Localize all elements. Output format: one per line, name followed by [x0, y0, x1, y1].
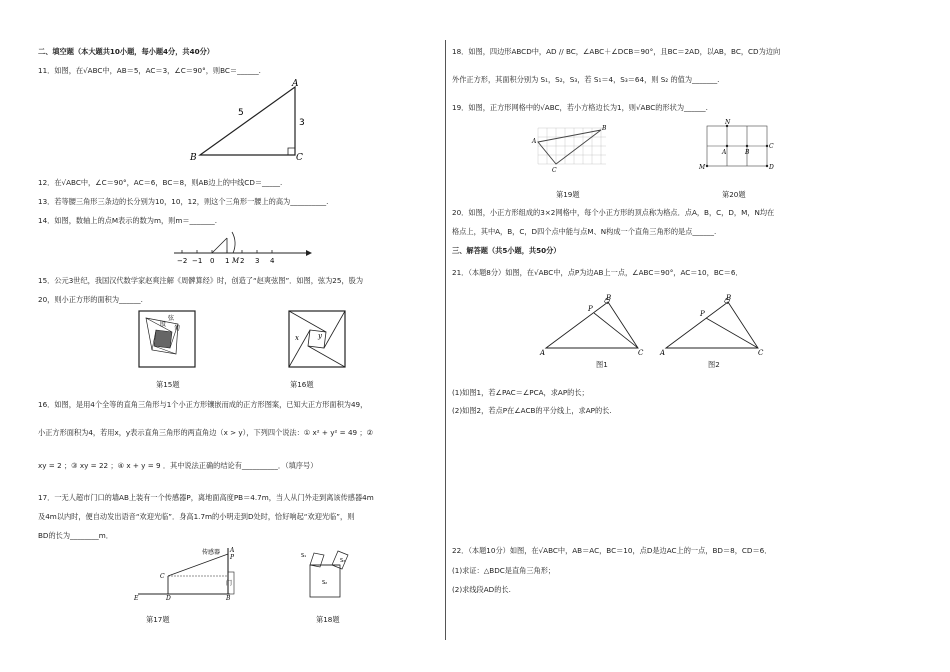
question-17-line3: BD的长为________m．: [38, 531, 113, 540]
fig17-label-door: 门: [226, 580, 233, 587]
question-17-line1: 17．一无人超市门口的墙AB上装有一个传感器P，离地面高度PB＝4.7m，当人从门外走到离该传感器4m: [38, 493, 374, 502]
figure-21-diagram-2: [658, 294, 768, 358]
figure-16-square-pattern: [288, 310, 348, 370]
fig16-label-y: y: [318, 332, 322, 340]
fig21b-label-C: C: [758, 349, 764, 357]
figure-17-sensor-diagram: [130, 546, 240, 600]
fig21b-label-B: B: [726, 294, 732, 302]
caption-21-fig2: 图2: [708, 360, 720, 369]
tick-0: 0: [210, 257, 215, 265]
tick-neg2: −2: [177, 257, 188, 265]
fig20-label-C: C: [769, 143, 774, 150]
caption-16: 第16题: [290, 380, 314, 389]
figure-11-triangle: [188, 79, 308, 164]
caption-19: 第19题: [556, 190, 580, 199]
tick-4: 4: [270, 257, 275, 265]
question-12: 12．在√ABC中，∠C＝90°，AC＝6，BC＝8，则AB边上的中线CD＝_____.: [38, 178, 283, 187]
figure-18-squares-diagram: [296, 545, 356, 601]
fig20-label-A: A: [722, 149, 727, 156]
question-18-line2: 外作正方形，其面积分别为 S₁，S₂，S₃，若 S₁＝4，S₃＝64，则 S₂ 的值为_______.: [452, 75, 720, 84]
column-divider: [445, 40, 446, 640]
fig21a-label-P: P: [588, 305, 593, 313]
fig17-label-sensor: 传感器: [202, 549, 221, 556]
fig17-label-E: E: [134, 595, 139, 602]
fig11-side-5: 5: [238, 108, 244, 118]
figure-21-diagram-1: [538, 294, 648, 358]
fig21a-label-A: A: [540, 349, 546, 357]
fig20-label-D: D: [769, 164, 774, 171]
fig15-label-gou: 勾: [174, 325, 181, 332]
fig20-label-N: N: [725, 119, 731, 126]
fig18-label-S2: S₂: [322, 580, 328, 586]
fig17-label-A: A: [230, 547, 235, 554]
question-16-line3: xy = 2 ；③ xy = 22 ；④ x + y = 9 ．其中说法正确的结论有__________．（填序号）: [38, 461, 318, 470]
question-21: 21．（本题8分）如图，在√ABC中，点P为边AB上一点，∠ABC＝90°，AC＝10，BC＝6．: [452, 268, 743, 277]
question-20-line2: 格点上，其中A，B，C，D四个点中能与点M、N构成一个直角三角形的是点______.: [452, 227, 717, 236]
caption-15: 第15题: [156, 380, 180, 389]
fig19-label-C: C: [552, 167, 557, 174]
caption-17: 第17题: [146, 615, 170, 624]
question-17-line2: 及4m以内时，便自动发出语音“欢迎光临”．身高1.7m的小明走到D处时，恰好响起“欢迎光临”，则: [38, 512, 355, 521]
fig16-label-x: x: [295, 334, 299, 342]
section-3-heading: 三、解答题（共5小题，共50分）: [452, 246, 561, 255]
question-19: 19．如图，正方形网格中的√ABC，若小方格边长为1，则√ABC的形状为______.: [452, 103, 708, 112]
question-15-line1: 15．公元3世纪，我国汉代数学家赵爽注解《周髀算经》时，创造了“赵爽弦图”．如图，弦为25，股为: [38, 276, 364, 285]
tick-2: 2: [240, 257, 245, 265]
question-14: 14．如图，数轴上的点M表示的数为m，则m＝_______.: [38, 216, 217, 225]
tick-M: M: [232, 257, 240, 265]
fig11-label-C: C: [296, 153, 303, 163]
question-16-line2: 小正方形面积为4，若用x，y表示直角三角形的两直角边（x > y），下列四个说法：① x² + y² = 49 ；②: [38, 428, 374, 437]
fig21b-label-A: A: [660, 349, 666, 357]
question-22: 22．（本题10分）如图，在√ABC中，AB＝AC，BC＝10，点D是边AC上的一点，BD＝8，CD＝6．: [452, 546, 772, 555]
caption-20: 第20题: [722, 190, 746, 199]
section-2-heading: 二、填空题（本大题共10小题，每小题4分，共40分）: [38, 47, 214, 56]
question-11: 11．如图，在√ABC中，AB＝5，AC＝3，∠C＝90°，则BC＝______.: [38, 66, 261, 75]
fig18-label-S3: S₃: [340, 558, 346, 564]
figure-19-grid-triangle: [532, 122, 612, 174]
fig17-label-B: B: [226, 595, 231, 602]
fig21b-label-P: P: [700, 310, 705, 318]
tick-1: 1: [225, 257, 230, 265]
figure-15-zhao-shuang-diagram: [138, 310, 198, 370]
fig18-label-S1: S₁: [301, 553, 307, 559]
tick-neg1: −1: [192, 257, 203, 265]
question-20-line1: 20．如图，小正方形组成的3×2网格中，每个小正方形的顶点称为格点．点A，B，C，D，M，N均在: [452, 208, 775, 217]
figure-14-number-line: [172, 228, 312, 268]
fig19-label-A: A: [532, 138, 537, 145]
fig15-label-xian: 弦: [168, 315, 175, 322]
caption-21-fig1: 图1: [596, 360, 608, 369]
fig17-label-P: P: [230, 554, 235, 561]
fig21a-label-B: B: [606, 294, 612, 302]
question-22-part1: (1)求证：△BDC是直角三角形；: [452, 566, 556, 575]
tick-3: 3: [255, 257, 260, 265]
question-21-part1: (1)如图1，若∠PAC＝∠PCA，求AP的长；: [452, 388, 589, 397]
fig11-label-B: B: [190, 153, 197, 163]
fig20-label-M: M: [699, 164, 706, 171]
question-16-line1: 16．如图，是用4个全等的直角三角形与1个小正方形镶嵌而成的正方形图案，已知大正方形面积为49，: [38, 400, 368, 409]
question-15-line2: 20，则小正方形的面积为______.: [38, 295, 143, 304]
fig19-label-B: B: [602, 125, 607, 132]
fig20-label-B: B: [745, 149, 750, 156]
question-13: 13．若等腰三角形三条边的长分别为10，10，12，则这个三角形一腰上的高为__________.: [38, 197, 329, 206]
fig11-label-A: A: [292, 79, 299, 89]
figure-20-grid-points: [697, 118, 777, 174]
fig21a-label-C: C: [638, 349, 644, 357]
question-22-part2: (2)求线段AD的长.: [452, 585, 511, 594]
fig15-label-gu: 股: [160, 321, 167, 328]
question-18-line1: 18．如图，四边形ABCD中，AD // BC，∠ABC＋∠DCB＝90°，且BC＝2AD，以AB，BC，CD为边向: [452, 47, 781, 56]
fig11-side-3: 3: [299, 118, 305, 128]
question-21-part2: (2)如图2，若点P在∠ACB的平分线上，求AP的长.: [452, 406, 612, 415]
caption-18: 第18题: [316, 615, 340, 624]
fig17-label-C: C: [160, 573, 165, 580]
fig17-label-D: D: [166, 595, 171, 602]
